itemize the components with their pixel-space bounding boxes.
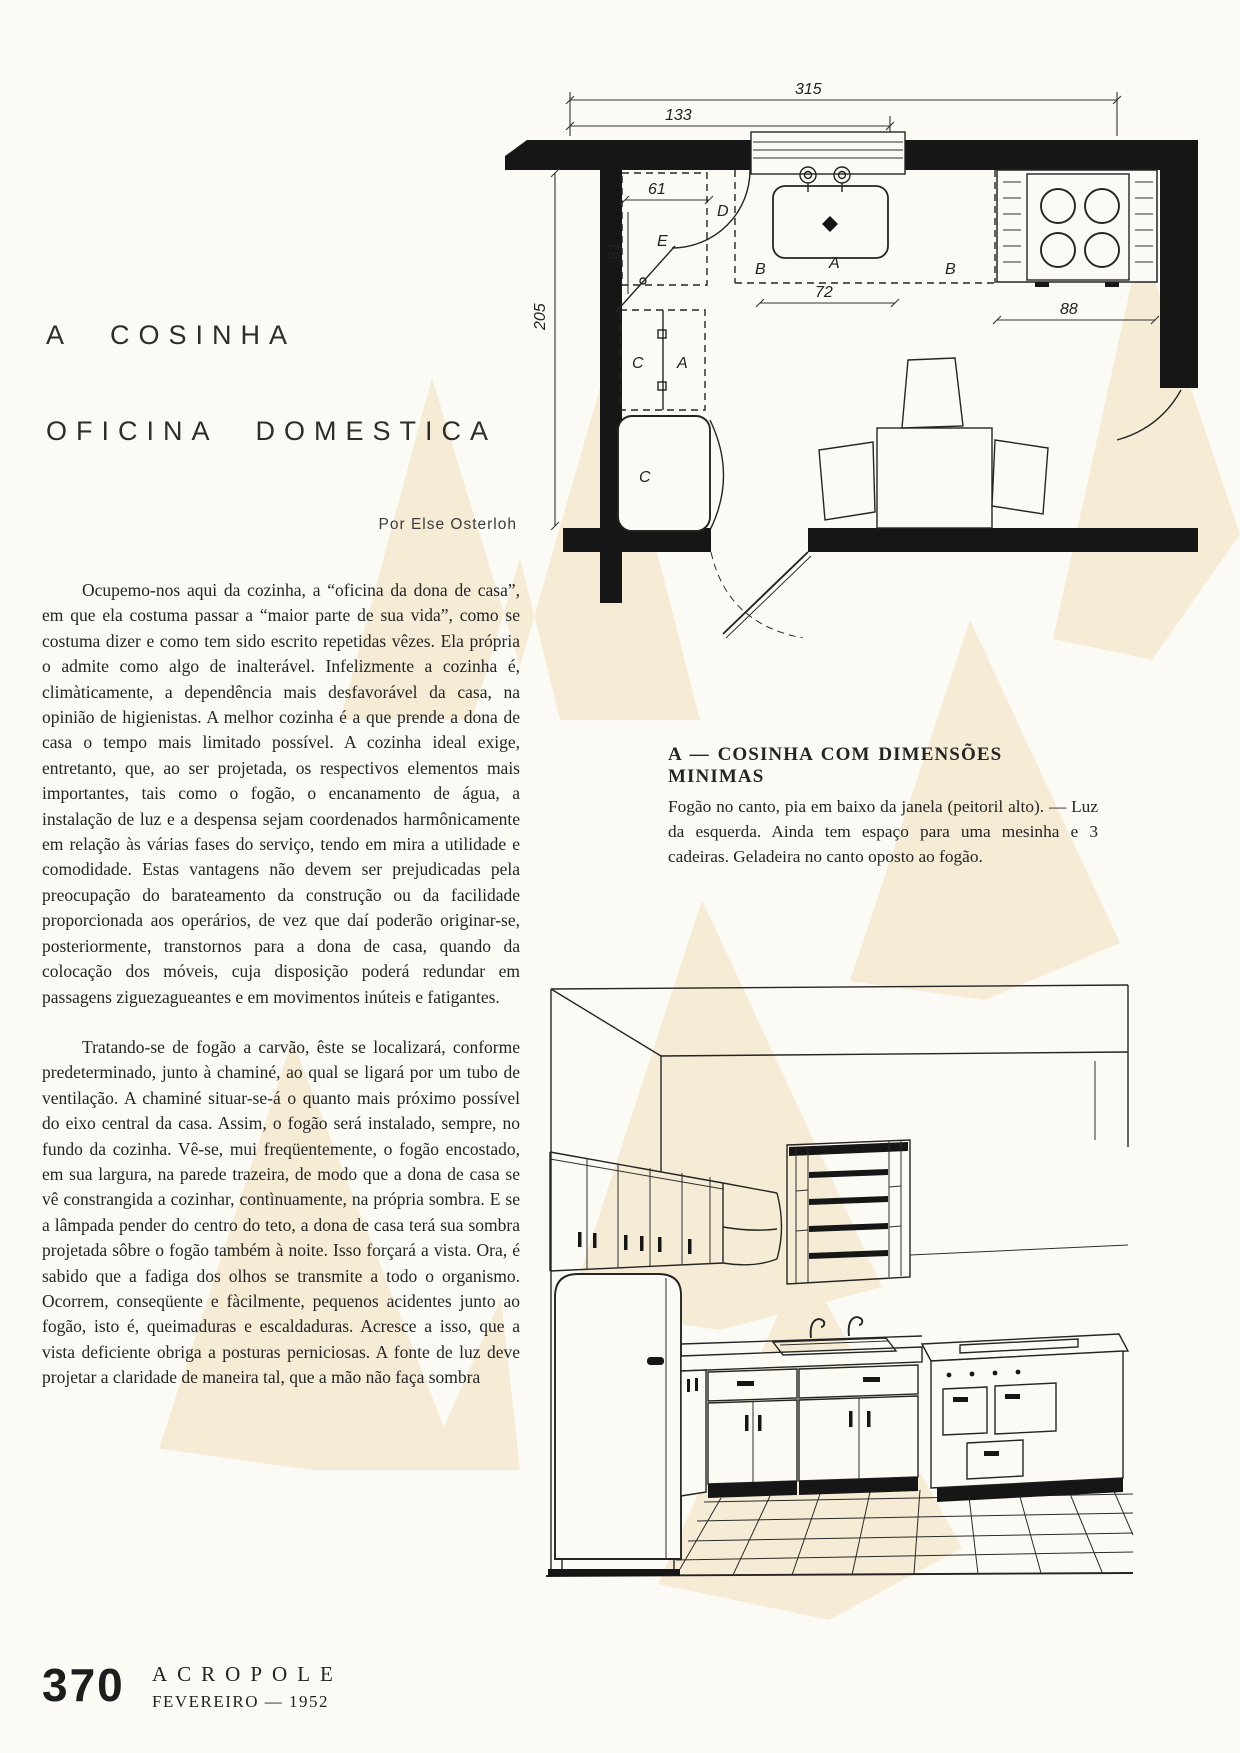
figure-caption-text: Fogão no canto, pia em baixo da janela (peitoril alto). — Luz da esquerda. Ainda tem espaço para uma mesinha e 3 cadeiras. Geladeira no canto oposto ao fogão. (668, 797, 1098, 866)
floor-plan-drawing (505, 78, 1205, 638)
plan-label-counter-right: B (945, 261, 956, 278)
dim-stove-width: 88 (1060, 301, 1078, 318)
dim-corner-61: 61 (606, 242, 623, 260)
dim-counter-61: 61 (648, 181, 666, 198)
paragraph-1: Ocupemo-nos aqui da cozinha, a “oficina da dona de casa”, em que ela costuma passar a “maior parte de sua vida”, como se costuma dizer e como tem sido escrito repetidas vêzes. Ela própria o admite como algo de inalterável. Infelizmente a cozinha é, climàticamente, a dependência mais desfavorável da casa, na opinião de higienistas. A melhor cozinha é a que prende a dona de casa o tempo mais limitado possível. A cozinha ideal exige, entretanto, que, ao ser projetada, os respectivos elementos mais importantes, tais como o fogão, o encanamento de água, a instalação de luz e a despensa sejam coordenados harmônicamente em relação às várias fases do serviço, tendo em mira a utilidade e comodidade. Estas vantagens não devem ser prejudicadas pela preocupação do barateamento da construção ou da facilidade proporcionada aos operários, de vez que daí poderão originar-se, posteriormente, transtornos para a dona de casa, quando da colocação dos móveis, cuja disposição poderá redundar em passagens ziguezagueantes e em movimentos inúteis e fatigantes. (42, 580, 520, 1007)
plan-label-sink: A (829, 255, 840, 272)
byline: Por Else Osterloh (378, 516, 517, 533)
page-number: 370 (42, 1659, 125, 1711)
kitchen-perspective-drawing (490, 975, 1135, 1605)
plan-label-corner-cabinet: E (657, 233, 668, 250)
magazine-block (152, 1662, 343, 1712)
figure-caption (668, 744, 1098, 869)
plan-label-refrigerator: C (639, 469, 651, 486)
magazine-issue: FEVEREIRO — 1952 (152, 1692, 329, 1711)
magazine-name: ACROPOLE (152, 1662, 343, 1686)
figure-caption-title: A — COSINHA COM DIMENSÕES MINIMAS (668, 744, 1003, 787)
dim-sink-width: 72 (815, 284, 833, 301)
dim-room-depth: 205 (532, 303, 549, 330)
paragraph-2: Tratando-se de fogão a carvão, êste se localizará, conforme predeterminado, junto à chaminé, ao qual se ligará por um tubo de ventilação. A chaminé situar-se-á o quanto mais próximo possível do eixo central da casa. Assim, o fogão será instalado, sempre, no fundo da cozinha. Vê-se, mui freqüentemente, o fogão encostado, em sua largura, na parede trazeira, de modo que a dona de casa se vê constrangida a cozinhar, contìnuamente, na própria sombra. E se a lâmpada pender do centro do teto, a dona de casa terá sua sombra projetada sôbre o fogão também à noite. Isso forçará a vista. Ora, é sabido que a fadiga dos olhos se transmite a todo o organismo. Ocorrem, conseqüente e fàcilmente, pequenos acidentes junto ao fogão, isto é, queimaduras e escaldaduras. Acresce a isso, que a vista deficiente obriga a posturas perniciosas. A fonte de luz deve projetar a claridade de maneira tal, que a mão não faça sombra (42, 1036, 520, 1388)
page-footer (0, 1650, 500, 1730)
plan-label-upper-cabinet: C (632, 355, 644, 372)
dim-left-width: 133 (665, 107, 692, 124)
plan-label-door-corner: D (717, 203, 729, 220)
article-title-line2: OFICINA DOMESTICA (46, 416, 498, 446)
dim-total-width: 315 (795, 81, 822, 98)
article-title-line1: A COSINHA (46, 320, 297, 350)
article-body (42, 578, 520, 1391)
plan-label-counter-left: B (755, 261, 766, 278)
plan-label-upper-cabinet-right: A (677, 355, 688, 372)
